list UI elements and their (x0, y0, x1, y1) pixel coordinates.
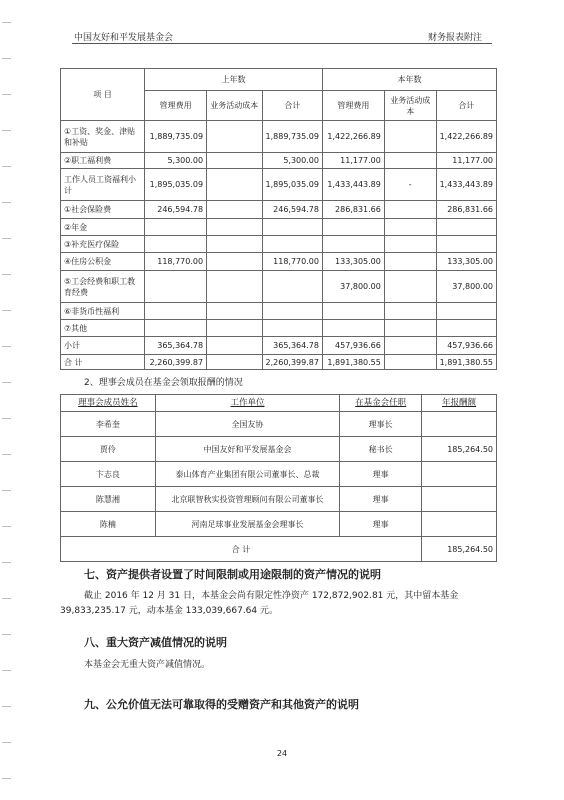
table-row (61, 412, 497, 437)
item-header: 项 目 (61, 69, 145, 121)
value-cell: 5,300.00 (262, 153, 322, 169)
total-label: 合 计 (61, 537, 422, 562)
value-cell (322, 236, 384, 253)
cell-pay (422, 462, 497, 487)
value-cell: 1,433,443.89 (436, 169, 496, 201)
subhead-cell: 业务活动成本 (207, 91, 262, 121)
value-cell (207, 219, 262, 236)
cell-unit: 全国友协 (155, 412, 340, 437)
table-row (61, 512, 497, 537)
cell-name: 李希奎 (61, 412, 156, 437)
cell-unit: 河南足球事业发展基金会理事长 (155, 512, 340, 537)
value-cell: 11,177.00 (436, 153, 496, 169)
value-cell: 133,305.00 (436, 253, 496, 271)
value-cell (384, 219, 436, 236)
value-cell: 457,936.66 (436, 337, 496, 355)
value-cell: 37,800.00 (436, 271, 496, 303)
value-cell (262, 303, 322, 320)
value-cell: 1,889,735.09 (145, 121, 207, 153)
value-cell: 1,891,380.55 (436, 355, 496, 370)
table-row (61, 219, 497, 236)
cell-name: 陈慧湘 (61, 487, 156, 512)
value-cell (384, 271, 436, 303)
value-cell (207, 121, 262, 153)
row-label: ⑤工会经费和职工教育经费 (61, 271, 145, 303)
value-cell (207, 303, 262, 320)
value-cell: 118,770.00 (262, 253, 322, 271)
value-cell (436, 219, 496, 236)
total-pay: 185,264.50 (422, 537, 497, 562)
cell-pay (422, 487, 497, 512)
this-year-header: 本年数 (322, 69, 496, 91)
value-cell: 365,364.78 (262, 337, 322, 355)
prev-year-header: 上年数 (145, 69, 323, 91)
row-label: ②职工福利费 (61, 153, 145, 169)
cell-role: 理事 (340, 512, 422, 537)
col-pay-header: 年报酬额 (422, 395, 497, 412)
row-label: ⑦其他 (61, 320, 145, 337)
cell-name: 卞志良 (61, 462, 156, 487)
value-cell: 1,422,266.89 (322, 121, 384, 153)
value-cell: 37,800.00 (322, 271, 384, 303)
value-cell: 5,300.00 (145, 153, 207, 169)
value-cell (384, 153, 436, 169)
subhead-cell: 合计 (436, 91, 496, 121)
value-cell (384, 201, 436, 219)
council-pay-table (60, 394, 497, 562)
row-label: 合 计 (61, 355, 145, 370)
value-cell (322, 219, 384, 236)
value-cell: 246,594.78 (145, 201, 207, 219)
cell-role: 理事 (340, 462, 422, 487)
value-cell (207, 236, 262, 253)
value-cell: 1,895,035.09 (262, 169, 322, 201)
value-cell (262, 271, 322, 303)
cell-unit: 泰山体育产业集团有限公司董事长、总裁 (155, 462, 340, 487)
row-label: 小计 (61, 337, 145, 355)
value-cell (384, 337, 436, 355)
section9-heading: 九、公允价值无法可靠取得的受赠资产和其他资产的说明 (84, 698, 359, 711)
cell-pay (422, 412, 497, 437)
value-cell (145, 271, 207, 303)
table-row (61, 236, 497, 253)
cell-role: 理事 (340, 487, 422, 512)
value-cell (436, 303, 496, 320)
value-cell: 1,891,380.55 (322, 355, 384, 370)
value-cell (207, 153, 262, 169)
table-row (61, 303, 497, 320)
value-cell: 1,433,443.89 (322, 169, 384, 201)
value-cell (145, 236, 207, 253)
cell-role: 理事长 (340, 412, 422, 437)
value-cell (384, 253, 436, 271)
subhead-cell: 管理费用 (145, 91, 207, 121)
value-cell: 118,770.00 (145, 253, 207, 271)
value-cell (384, 236, 436, 253)
binding-edge (0, 0, 14, 800)
section2-title: 2、理事会成员在基金会领取报酬的情况 (84, 378, 243, 388)
header-doc: 财务报表附注 (427, 33, 482, 43)
cell-unit: 中国友好和平发展基金会 (155, 437, 340, 462)
value-cell (384, 303, 436, 320)
table-row (61, 253, 497, 271)
value-cell (384, 121, 436, 153)
cell-name: 陈楠 (61, 512, 156, 537)
value-cell (322, 320, 384, 337)
row-label: ③补充医疗保险 (61, 236, 145, 253)
value-cell (145, 320, 207, 337)
row-label: ①工资、奖金、津贴和补贴 (61, 121, 145, 153)
table-row (61, 320, 497, 337)
row-label: ④住房公积金 (61, 253, 145, 271)
header-org: 中国友好和平发展基金会 (74, 33, 174, 43)
subhead-cell: 管理费用 (322, 91, 384, 121)
subhead-cell: 业务活动成本 (384, 91, 436, 121)
table-row (61, 271, 497, 303)
value-cell: 2,260,399.87 (145, 355, 207, 370)
value-cell (207, 253, 262, 271)
table-row (61, 462, 497, 487)
value-cell: 1,889,735.09 (262, 121, 322, 153)
section8-body: 本基金会无重大资产减值情况。 (84, 660, 211, 670)
value-cell: 11,177.00 (322, 153, 384, 169)
table-row (61, 437, 497, 462)
value-cell (207, 337, 262, 355)
section7-heading: 七、资产提供者设置了时间限制或用途限制的资产情况的说明 (84, 568, 381, 581)
salary-welfare-table (60, 68, 497, 370)
value-cell: 1,422,266.89 (436, 121, 496, 153)
table-row (61, 201, 497, 219)
row-label: ②年金 (61, 219, 145, 236)
value-cell (262, 236, 322, 253)
section8-heading: 八、重大资产减值情况的说明 (84, 636, 227, 649)
table-row (61, 169, 497, 201)
table-row (61, 487, 497, 512)
cell-pay (422, 512, 497, 537)
value-cell (207, 201, 262, 219)
value-cell (145, 303, 207, 320)
value-cell: 133,305.00 (322, 253, 384, 271)
page-number: 24 (276, 749, 288, 758)
table-row (61, 121, 497, 153)
value-cell: 1,895,035.09 (145, 169, 207, 201)
header-rule (72, 43, 492, 44)
value-cell (436, 236, 496, 253)
cell-name: 贾伶 (61, 437, 156, 462)
value-cell (207, 320, 262, 337)
value-cell (322, 303, 384, 320)
row-label: ①社会保险费 (61, 201, 145, 219)
col-name-header: 理事会成员姓名 (61, 395, 156, 412)
value-cell: 365,364.78 (145, 337, 207, 355)
row-label: ⑥非货币性福利 (61, 303, 145, 320)
value-cell (384, 355, 436, 370)
col-unit-header: 工作单位 (155, 395, 340, 412)
cell-unit: 北京联智秋实投资管理顾问有限公司董事长 (155, 487, 340, 512)
value-cell: 286,831.66 (436, 201, 496, 219)
value-cell (384, 320, 436, 337)
value-cell: 457,936.66 (322, 337, 384, 355)
subhead-cell: 合计 (262, 91, 322, 121)
cell-pay: 185,264.50 (422, 437, 497, 462)
value-cell: - (384, 169, 436, 201)
cell-role: 秘书长 (340, 437, 422, 462)
value-cell: 286,831.66 (322, 201, 384, 219)
table-row (61, 355, 497, 370)
value-cell (207, 355, 262, 370)
value-cell (262, 320, 322, 337)
value-cell: 246,594.78 (262, 201, 322, 219)
row-label: 工作人员工资福利小计 (61, 169, 145, 201)
value-cell: 2,260,399.87 (262, 355, 322, 370)
table-row (61, 153, 497, 169)
col-role-header: 在基金会任职 (340, 395, 422, 412)
value-cell (145, 219, 207, 236)
section7-body: 截止 2016 年 12 月 31 日，本基金会尚有限定性净资产 172,872,902.81 元，其中留本基金 39,833,235.17 元，动本基金 133,039,667.64 元。 (60, 591, 459, 616)
value-cell (436, 320, 496, 337)
value-cell (207, 271, 262, 303)
table-row (61, 337, 497, 355)
value-cell (207, 169, 262, 201)
value-cell (262, 219, 322, 236)
